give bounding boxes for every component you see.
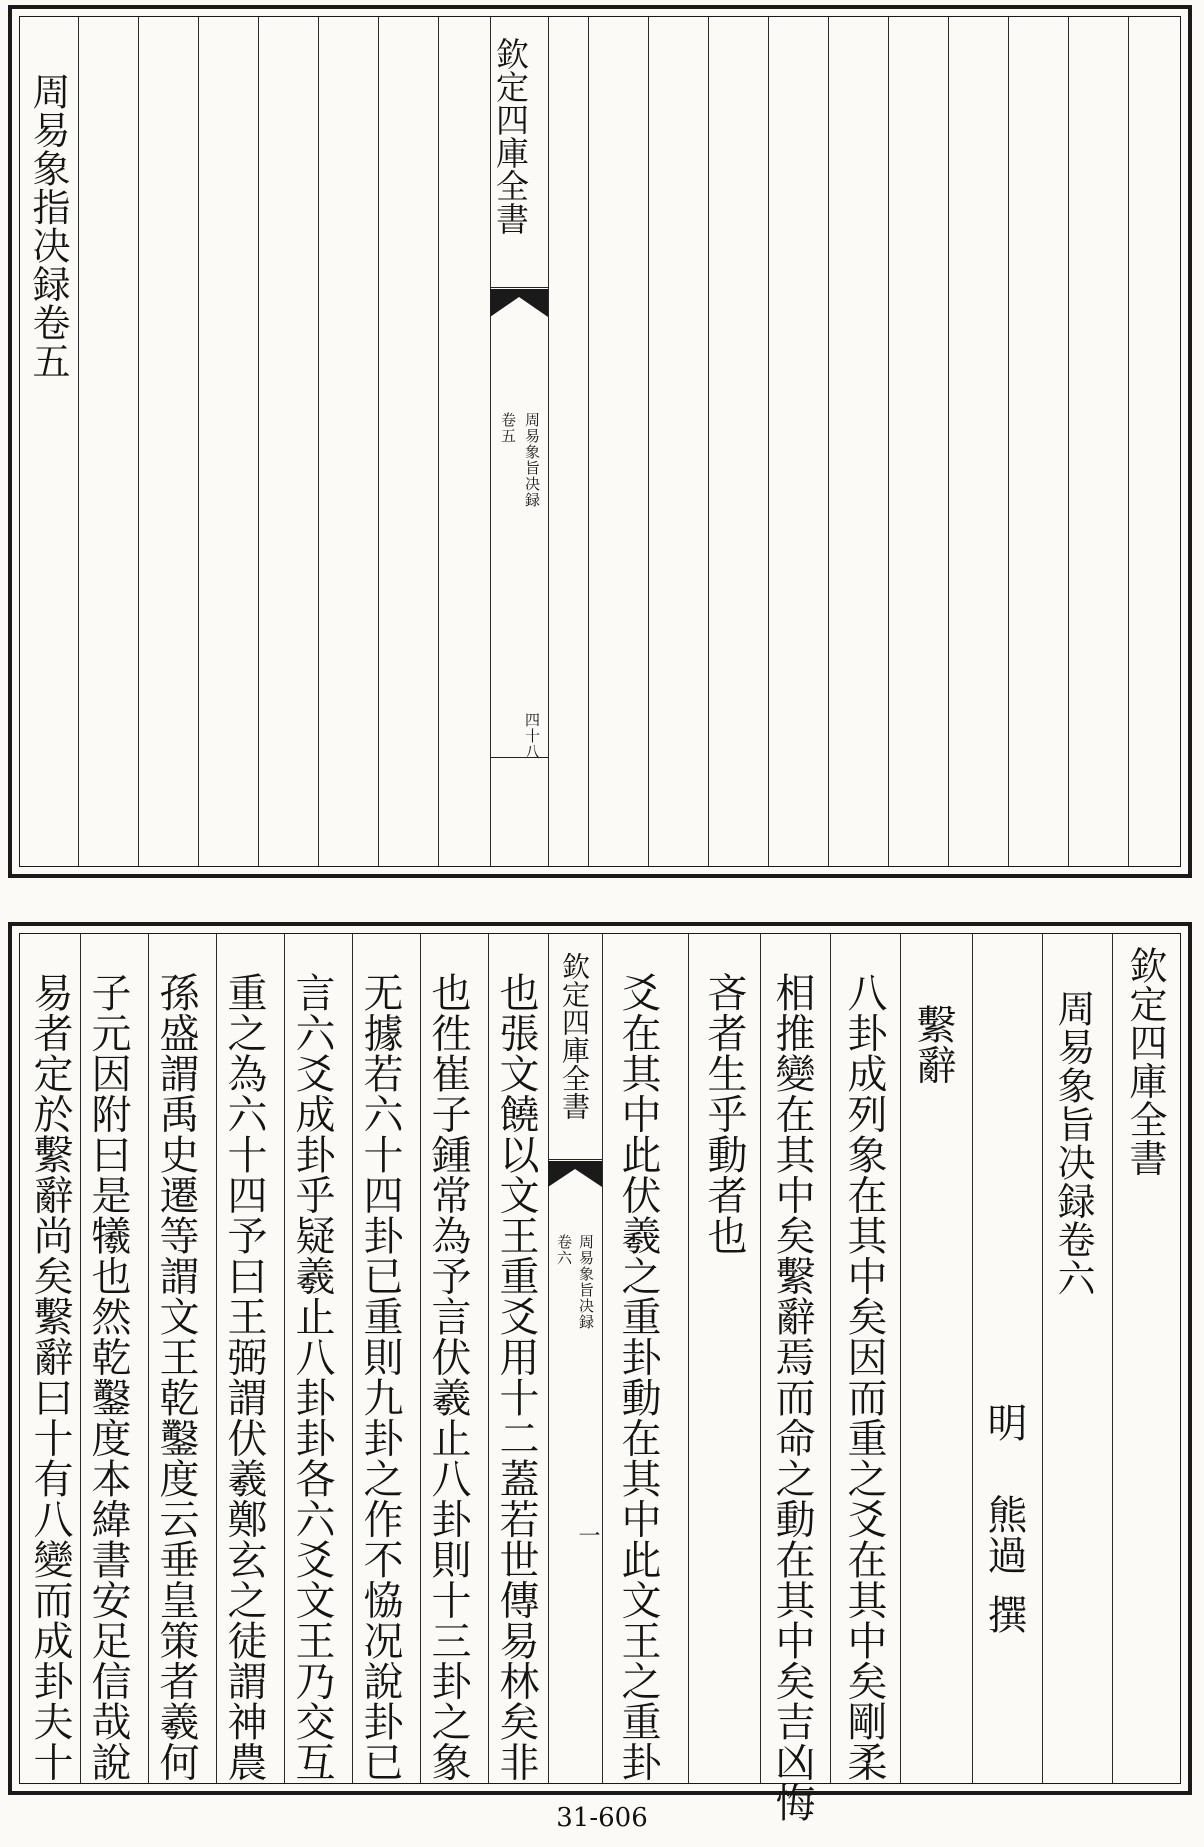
page-footer-label: 31-606 — [556, 1803, 648, 1833]
bottom-banner: 欽定四庫全書 — [1123, 946, 1167, 1177]
column-rule — [888, 17, 889, 866]
fish-tail-mark — [548, 1161, 602, 1197]
column-rule — [258, 17, 259, 866]
column-rule — [198, 17, 199, 866]
fish-tail-line — [490, 287, 548, 288]
column-rule — [972, 934, 973, 1783]
text-column: 言六爻成卦乎疑羲止八卦卦各六爻文王乃交互 — [289, 972, 335, 1782]
text-column: 易者定於繫辭尚矣繫辭曰十有八變而成卦夫十 — [27, 972, 73, 1782]
author-dynasty: 明 — [981, 1402, 1027, 1443]
text-column: 孫盛謂禹史遷等謂文王乾鑿度云垂皇策者羲何 — [153, 972, 199, 1782]
column-rule — [648, 17, 649, 866]
chapter-heading: 繫辭 — [910, 1004, 956, 1085]
column-rule — [588, 17, 589, 866]
column-rule — [352, 934, 353, 1783]
text-column: 也張文饒以文王重爻用十二蓋若世傳易林矣非 — [493, 972, 539, 1782]
bottom-center-banner: 欽定四庫全書 — [558, 952, 591, 1120]
top-center-page-number: 四十八 — [523, 712, 541, 760]
column-rule — [602, 934, 603, 1783]
text-column: 八卦成列象在其中矣因而重之爻在其中矣剛柔 — [841, 972, 887, 1782]
column-rule — [378, 17, 379, 866]
top-center-volume: 卷五 — [499, 412, 517, 444]
column-rule — [548, 934, 549, 1783]
column-rule — [1112, 934, 1113, 1783]
column-rule — [78, 17, 79, 866]
column-rule — [708, 17, 709, 866]
column-rule — [760, 934, 761, 1783]
author-name: 熊過 — [981, 1494, 1027, 1575]
text-column: 爻在其中此伏羲之重卦動在其中此文王之重卦 — [615, 972, 661, 1782]
column-rule — [768, 17, 769, 866]
text-column: 子元因附曰是犧也然乾鑿度本緯書安足信哉說 — [85, 972, 131, 1782]
fish-tail-mark — [490, 289, 548, 329]
top-page — [8, 5, 1192, 878]
column-rule — [1128, 17, 1129, 866]
column-rule — [1008, 17, 1009, 866]
center-bottom-line — [490, 757, 548, 758]
column-rule — [318, 17, 319, 866]
column-rule — [548, 17, 549, 866]
column-rule — [216, 934, 217, 1783]
bottom-center-book-title: 周易象旨决録 — [577, 1234, 595, 1330]
column-rule — [488, 934, 489, 1783]
column-rule — [1068, 17, 1069, 866]
bottom-center-page-number: 一 — [575, 1524, 600, 1547]
fish-tail-line — [548, 1159, 602, 1160]
column-rule — [138, 17, 139, 866]
text-column: 相推變在其中矣繫辭焉而命之動在其中矣吉凶悔 — [769, 972, 815, 1823]
top-center-book-title: 周易象旨决録 — [523, 412, 541, 508]
column-rule — [830, 934, 831, 1783]
column-rule — [284, 934, 285, 1783]
column-rule — [828, 17, 829, 866]
text-column: 重之為六十四予曰王弼謂伏羲鄭玄之徒謂神農 — [221, 972, 267, 1782]
column-rule — [900, 934, 901, 1783]
text-column: 吝者生乎動者也 — [701, 972, 747, 1256]
text-column: 无據若六十四卦已重則九卦之作不恊况說卦已 — [357, 972, 403, 1782]
column-rule — [148, 934, 149, 1783]
book-title: 周易象旨决録卷六 — [1051, 989, 1095, 1297]
column-rule — [80, 934, 81, 1783]
column-rule — [688, 934, 689, 1783]
top-page-frame — [19, 16, 1181, 867]
column-rule — [948, 17, 949, 866]
bottom-center-volume: 卷六 — [555, 1234, 573, 1266]
column-rule — [420, 934, 421, 1783]
column-rule — [438, 17, 439, 866]
text-column: 也徃崔子鍾常為予言伏羲止八卦則十三卦之象 — [425, 972, 471, 1782]
top-banner: 欽定四庫全書 — [491, 37, 530, 235]
column-rule — [1042, 934, 1043, 1783]
author-role: 撰 — [981, 1594, 1027, 1635]
top-title-column: 周易象指决録卷五 — [26, 72, 70, 380]
